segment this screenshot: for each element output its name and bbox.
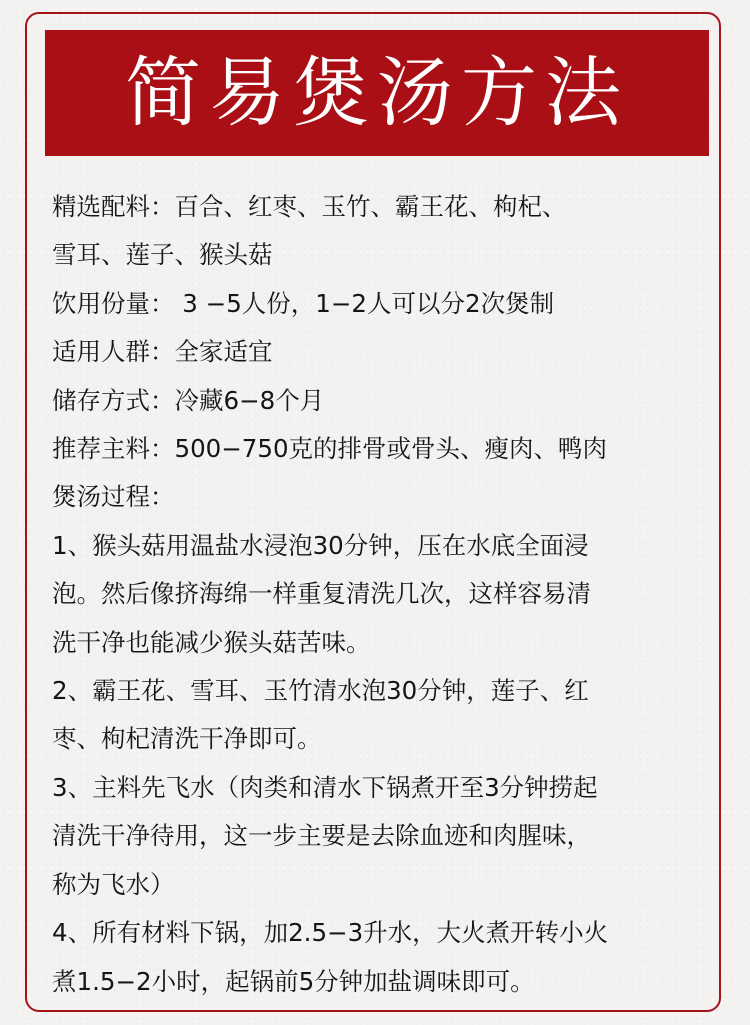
step-1-line-1: 1、猴头菇用温盐水浸泡30分钟，压在水底全面浸	[52, 530, 589, 560]
step-4-line-2: 煮1.5−2小时，起锅前5分钟加盐调味即可。	[52, 966, 535, 996]
ingredients-line-2: 雪耳、莲子、猴头菇	[52, 240, 273, 270]
ingredients-line-1: 精选配料：百合、红枣、玉竹、霸王花、枸杞、	[52, 192, 567, 221]
recipe-content	[52, 183, 714, 1006]
step-2-line-1: 2、霸王花、雪耳、玉竹清水泡30分钟，莲子、红	[52, 676, 589, 706]
audience-line: 适用人群：全家适宜	[52, 337, 273, 367]
title-banner	[45, 30, 709, 156]
step-4-line-1: 4、所有材料下锅，加2.5−3升水，大火煮开转小火	[52, 918, 609, 948]
step-1-line-3: 洗干净也能减少猴头菇苦味。	[52, 627, 371, 657]
servings-line: 饮用份量： 3 −5人份，1−2人可以分2次煲制	[52, 288, 555, 318]
step-1-line-2: 泡。然后像挤海绵一样重复清洗几次，这样容易清	[52, 579, 591, 609]
page-title: 简易煲汤方法	[125, 48, 629, 137]
step-3-line-3: 称为飞水）	[52, 869, 175, 899]
step-3-line-2: 清洗干净待用，这一步主要是去除血迹和肉腥味，	[52, 821, 591, 851]
process-heading: 煲汤过程：	[52, 482, 175, 512]
step-2-line-2: 枣、枸杞清洗干净即可。	[52, 724, 322, 754]
main-ingredient-line: 推荐主料：500−750克的排骨或骨头、瘦肉、鸭肉	[52, 434, 608, 464]
storage-line: 储存方式：冷藏6−8个月	[52, 385, 325, 415]
step-3-line-1: 3、主料先飞水（肉类和清水下锅煮开至3分钟捞起	[52, 772, 598, 802]
